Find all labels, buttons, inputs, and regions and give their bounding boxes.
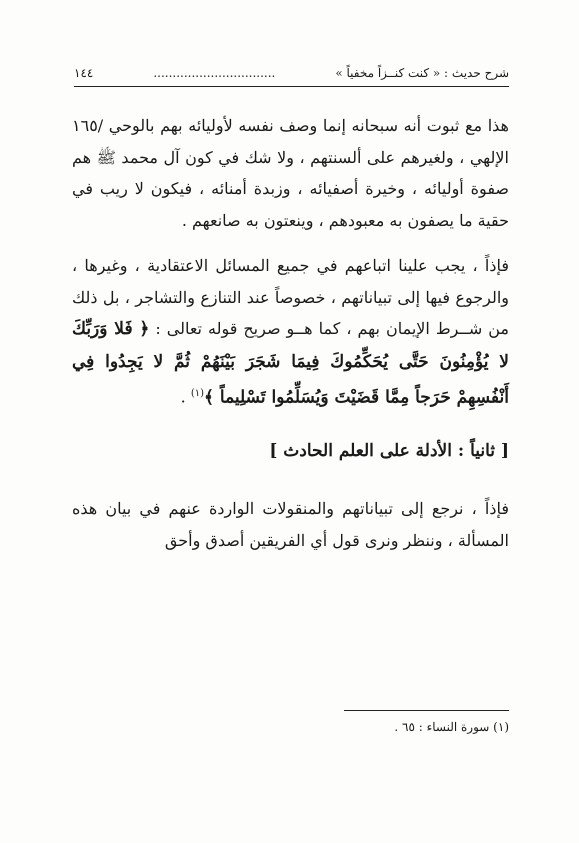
footnote-marker: (١) — [190, 388, 205, 399]
section-heading: [ ثانياً : الأدلة على العلم الحادث ] — [269, 440, 509, 461]
paragraph-2-text: فإذاً ، يجب علينا اتباعهم في جميع المسائل الاعتقادية ، وغيرها ، والرجوع فيها إلى تبياناتهم ، خصوصاً عند التنازع والتشاجر ، بل ذلك من شــرط الإيمان بهم ، كما هــو صريح قوله تعالى : — [72, 256, 509, 338]
page-number: ١٤٤ — [74, 66, 94, 80]
footnote-divider — [344, 710, 509, 711]
header-title: شرح حديث : « كنت كنــزاً مخفياً » — [335, 66, 509, 80]
header-dots: ................................ — [153, 66, 276, 80]
quran-verse: ﴿ فَلا وَرَبِّكَ لا يُؤْمِنُونَ حَتَّى يُحَكِّمُوكَ فِيمَا شَجَرَ بَيْنَهُمْ ثُمَّ لا يَجِدُوا فِي أَنْفُسِهِمْ حَرَجاً مِمَّا قَضَيْتَ وَيُسَلِّمُوا تَسْلِيماً ﴾ — [72, 319, 509, 408]
main-text — [72, 110, 509, 570]
paragraph-2 — [72, 250, 509, 414]
running-header — [74, 66, 509, 87]
paragraph-2-end: . — [180, 387, 186, 407]
paragraph-1: هذا مع ثبوت أنه سبحانه إنما وصف نفسه لأوليائه بهم بالوحي /١٦٥ الإلهي ، ولغيرهم على ألسنتهم ، ولا شك في كون آل محمد ﷺ هم صفوة أوليائه ، وخيرة أصفيائه ، وزبدة أمنائه ، فيكون لا ريب في حقية ما يصفون به معبودهم ، وينعتون به صانعهم . — [72, 116, 509, 230]
footnote: (١) سورة النساء : ٦٥ . — [394, 720, 509, 734]
paragraph-3: فإذاً ، نرجع إلى تبياناتهم والمنقولات الواردة عنهم في بيان هذه المسألة ، وننظر ونرى قول أي الفريقين أصدق وأحق — [72, 499, 509, 550]
